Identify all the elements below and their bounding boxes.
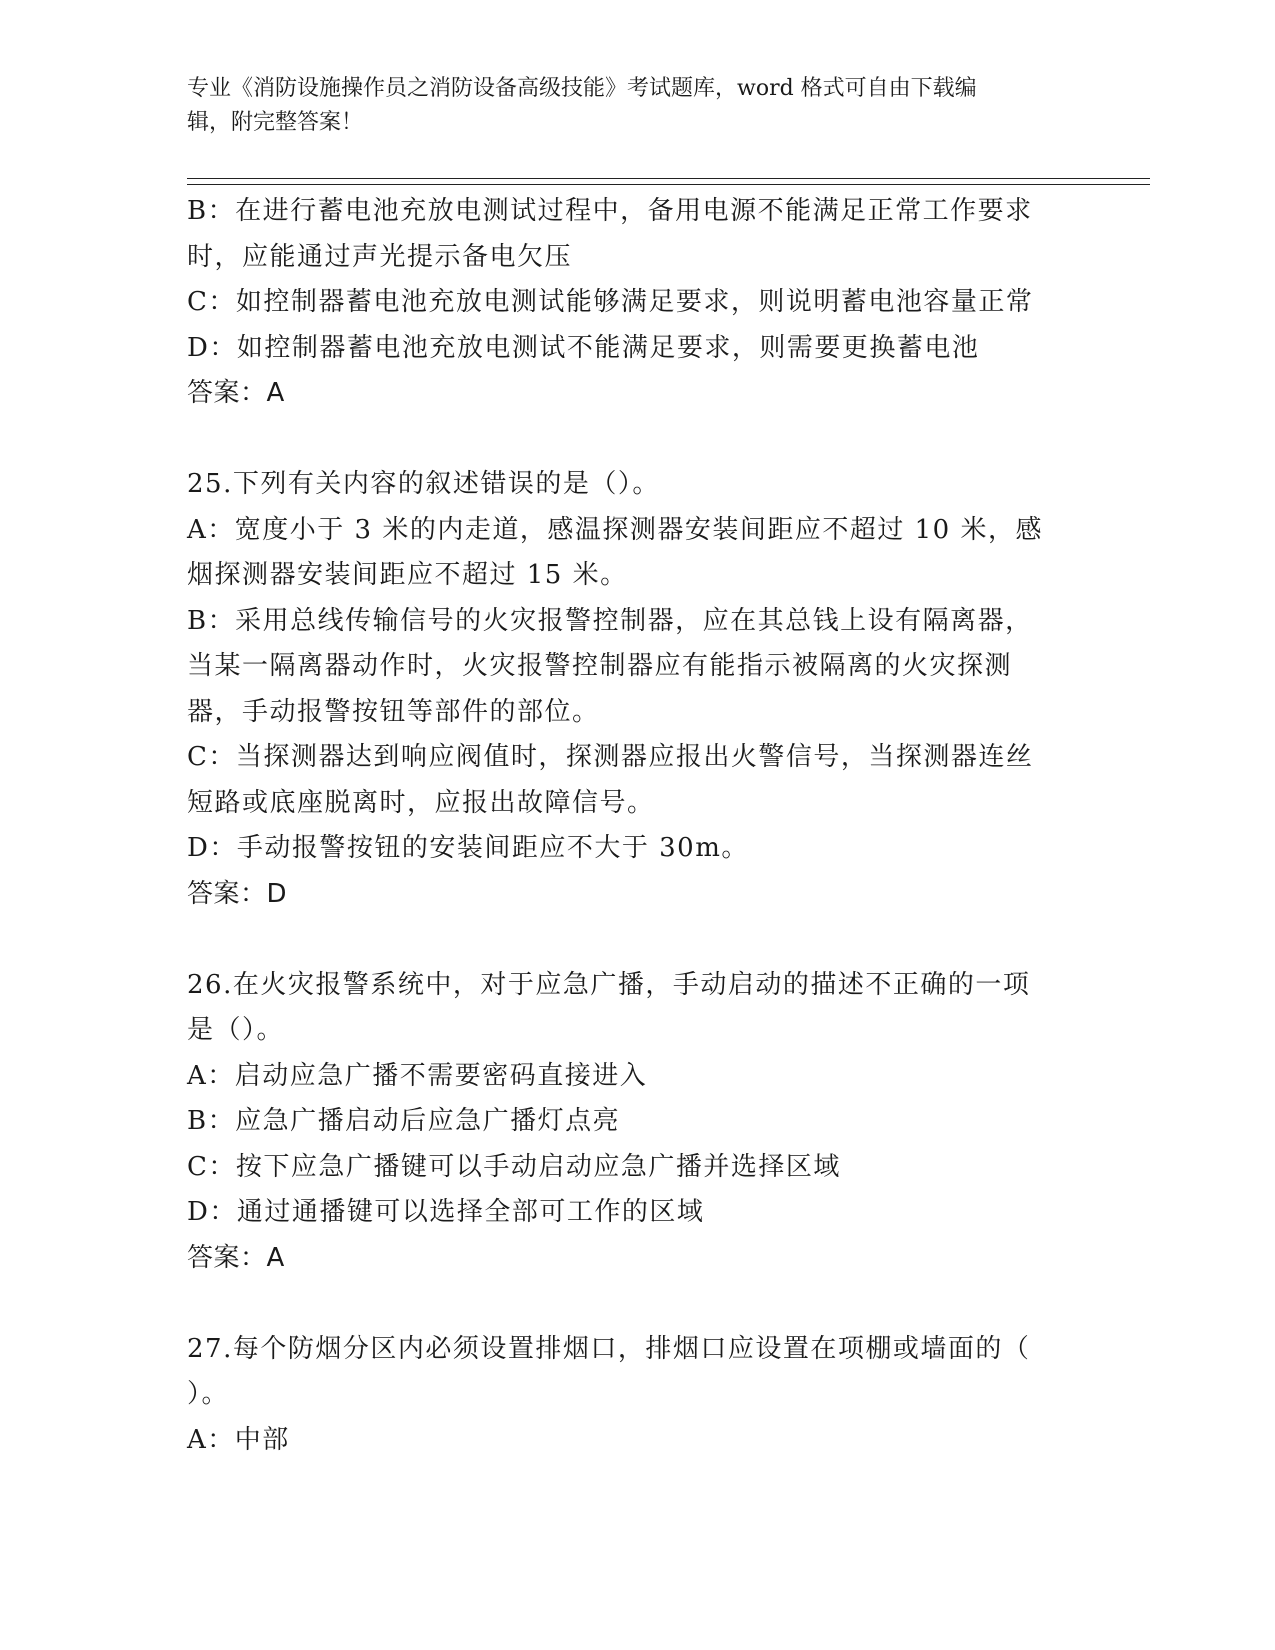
option-b-line-1: B：在进行蓄电池充放电测试过程中，备用电源不能满足正常工作要求: [187, 196, 1033, 226]
option-d: D：手动报警按钮的安装间距应不大于 30m。: [187, 833, 749, 863]
question-stem-line-1: 26.在火灾报警系统中，对于应急广播，手动启动的描述不正确的一项: [187, 969, 1031, 1000]
spacer: [187, 1281, 1087, 1327]
question-stem-line-1: 27.每个防烟分区内必须设置排烟口，排烟口应设置在项棚或墙面的（: [187, 1333, 1031, 1364]
header-line-2: 辑，附完整答案！: [187, 110, 364, 135]
spacer: [187, 917, 1087, 963]
option-d: D：通过通播键可以选择全部可工作的区域: [187, 1197, 705, 1227]
option-a: A：中部: [187, 1424, 290, 1455]
answer-line: 答案：A: [187, 378, 285, 408]
option-a: A：启动应急广播不需要密码直接进入: [187, 1060, 648, 1091]
option-a-line-1: A：宽度小于 3 米的内走道，感温探测器安装间距应不超过 10 米，感: [187, 514, 1043, 545]
question-26: [187, 963, 1087, 1282]
option-b-line-2: 时，应能通过声光提示备电欠压: [187, 241, 573, 272]
option-c: C：按下应急广播键可以手动启动应急广播并选择区域: [187, 1151, 841, 1182]
document-header: [187, 72, 1087, 140]
option-a-line-2: 烟探测器安装间距应不超过 15 米。: [187, 560, 628, 590]
question-25: [187, 462, 1087, 917]
option-b: B：应急广播启动后应急广播灯点亮: [187, 1106, 621, 1136]
question-stem-line-2: 是（）。: [187, 1015, 285, 1045]
question-27: [187, 1327, 1087, 1464]
option-b-line-3: 器，手动报警按钮等部件的部位。: [187, 696, 600, 727]
spacer: [187, 417, 1087, 463]
option-b-line-2: 当某一隔离器动作时，火灾报警控制器应有能指示被隔离的火灾探测: [187, 651, 1013, 681]
question-block-prev: [187, 189, 1087, 417]
option-c: C：如控制器蓄电池充放电测试能够满足要求，则说明蓄电池容量正常: [187, 287, 1034, 317]
question-content: [187, 189, 1087, 1463]
header-divider-top: [187, 178, 1150, 179]
question-stem-line-2: ）。: [187, 1379, 230, 1409]
header-line-1: 专业《消防设施操作员之消防设备高级技能》考试题库，word 格式可自由下载编: [187, 76, 977, 101]
option-c-line-1: C：当探测器达到响应阀值时，探测器应报出火警信号，当探测器连丝: [187, 742, 1034, 772]
option-b-line-1: B：采用总线传输信号的火灾报警控制器，应在其总钱上设有隔离器，: [187, 605, 1033, 636]
header-divider-bottom: [187, 184, 1150, 185]
answer-line: 答案：A: [187, 1242, 285, 1273]
answer-line: 答案：D: [187, 878, 288, 909]
question-stem: 25.下列有关内容的叙述错误的是（）。: [187, 469, 660, 499]
option-d: D：如控制器蓄电池充放电测试不能满足要求，则需要更换蓄电池: [187, 332, 980, 363]
option-c-line-2: 短路或底座脱离时，应报出故障信号。: [187, 787, 655, 818]
